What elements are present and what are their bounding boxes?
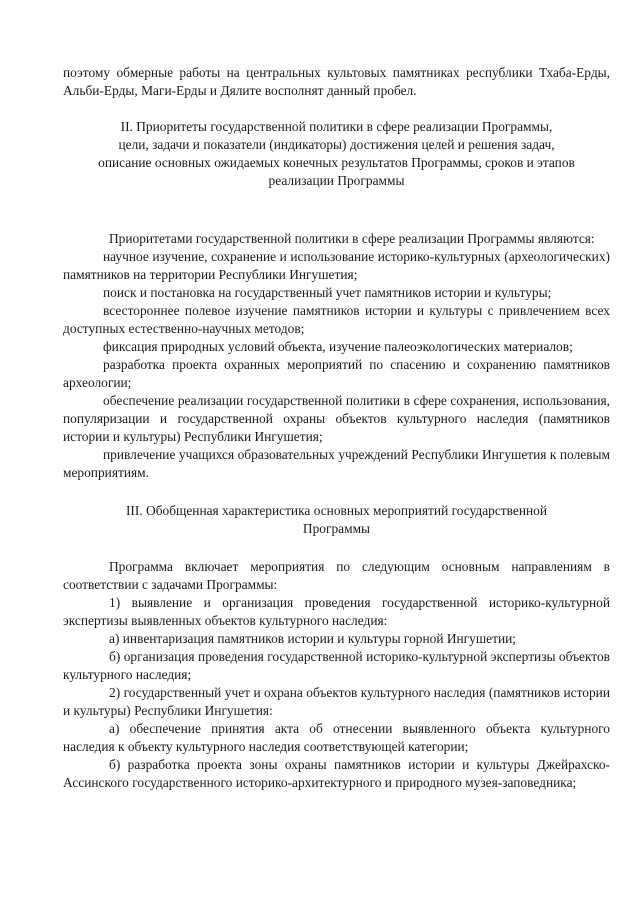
spacer — [63, 538, 610, 558]
measure-item: 1) выявление и организация проведения государственной историко-культурной экспертизы выявленных объектов культурного наследия: — [63, 595, 610, 628]
measure-item: 2) государственный учет и охрана объектов культурного наследия (памятников истории и культуры) Республики Ингушетия: — [63, 685, 610, 718]
section-2-heading-line: II. Приоритеты государственной политики в сфере реализации Программы, — [120, 119, 553, 134]
section-3-heading — [63, 502, 610, 538]
document-page — [63, 64, 610, 792]
section-2-heading-line: описание основных ожидаемых конечных результатов Программы, сроков и этапов — [98, 155, 575, 170]
section-2-heading — [63, 118, 610, 190]
priority-item: обеспечение реализации государственной политики в сфере сохранения, использования, популяризации и государственной охраны объектов культурного наследия (памятников истории и культуры) Республики Ингушетия; — [63, 393, 610, 444]
priority-item: привлечение учащихся образовательных учреждений Республики Ингушетия к полевым мероприятиям. — [63, 447, 610, 480]
measure-item: б) организация проведения государственной историко-культурной экспертизы объектов культурного наследия; — [63, 649, 610, 682]
measure-item: а) обеспечение принятия акта об отнесении выявленного объекта культурного наследия к объекту культурного наследия соответствующей категории; — [63, 721, 610, 754]
priority-item: научное изучение, сохранение и использование историко-культурных (археологических) памятников на территории Республики Ингушетия; — [63, 249, 610, 282]
spacer — [63, 190, 610, 230]
spacer — [63, 482, 610, 502]
section-2-heading-line: реализации Программы — [268, 173, 405, 188]
priority-item: фиксация природных условий объекта, изучение палеоэкологических материалов; — [103, 339, 573, 354]
measure-item: б) разработка проекта зоны охраны памятников истории и культуры Джейрахско-Ассинского государственного историко-архитектурного и природного музея-заповедника; — [63, 757, 610, 790]
section-2-lead: Приоритетами государственной политики в сфере реализации Программы являются: — [109, 231, 595, 246]
section-3-heading-line: III. Обобщенная характеристика основных мероприятий государственной — [125, 503, 548, 518]
section-3-lead: Программа включает мероприятия по следующим основным направлениям в соответствии с задачами Программы: — [63, 559, 610, 592]
priority-item: поиск и постановка на государственный учет памятников истории и культуры; — [103, 285, 552, 300]
section-3-heading-line: Программы — [302, 521, 371, 536]
intro-paragraph: поэтому обмерные работы на центральных культовых памятниках республики Тхаба-Ерды, Альби-Ерды, Маги-Ерды и Дялите восполнят данный пробел. — [63, 65, 610, 98]
section-2-heading-line: цели, задачи и показатели (индикаторы) достижения целей и решения задач, — [118, 137, 555, 152]
spacer — [63, 100, 610, 118]
priority-item: всестороннее полевое изучение памятников истории и культуры с привлечением всех доступных естественно-научных методов; — [63, 303, 610, 336]
priority-item: разработка проекта охранных мероприятий по спасению и сохранению памятников археологии; — [63, 357, 610, 390]
measure-item: а) инвентаризация памятников истории и культуры горной Ингушетии; — [109, 631, 517, 646]
